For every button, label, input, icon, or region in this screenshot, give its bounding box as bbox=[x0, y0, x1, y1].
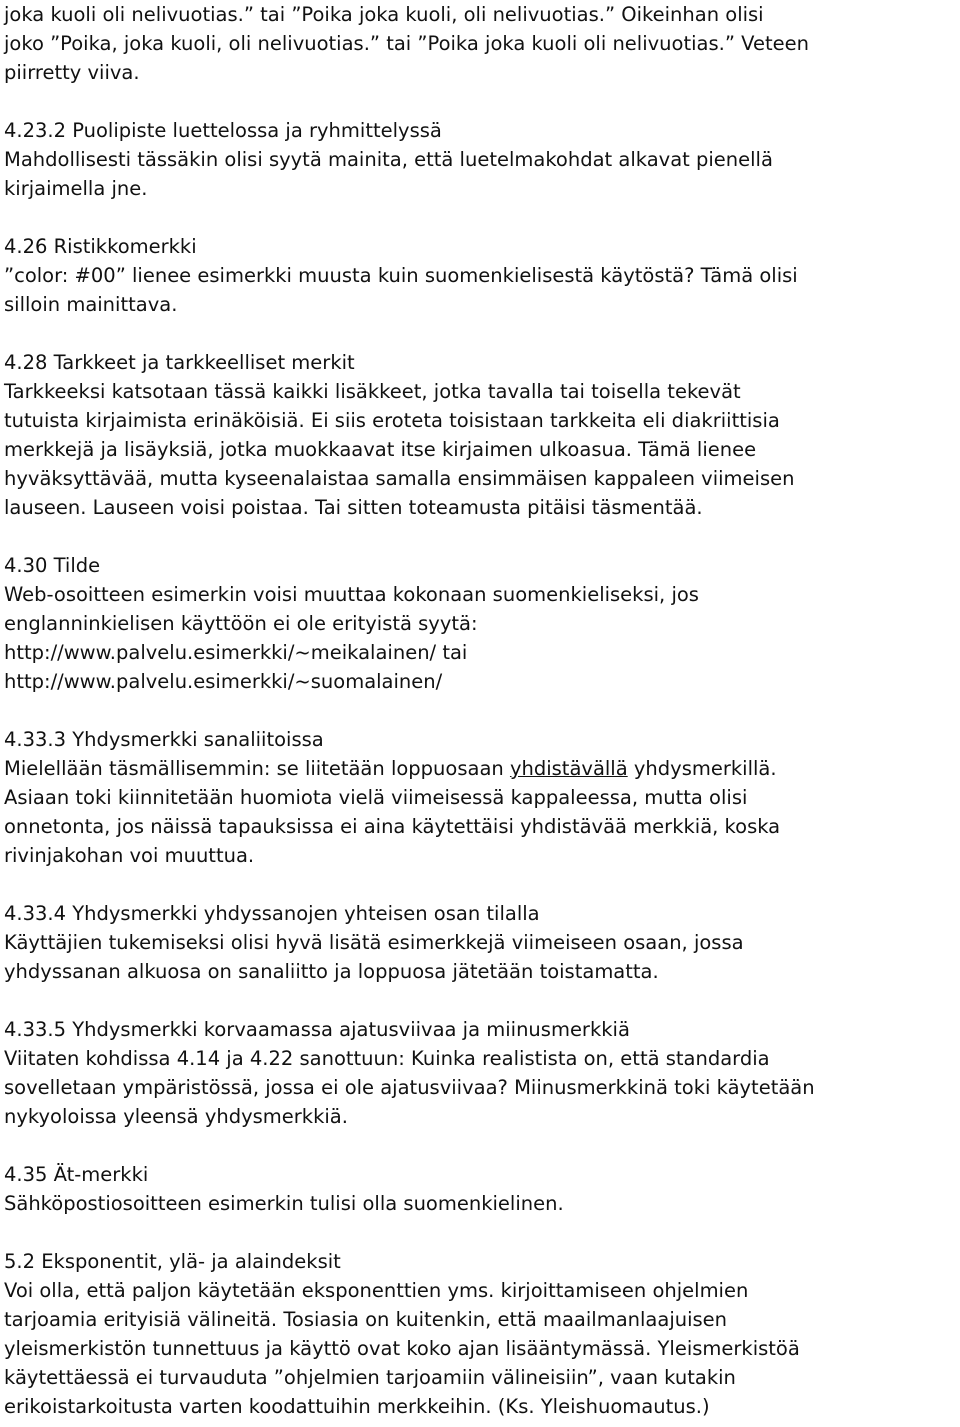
section-4-23-2 bbox=[4, 116, 956, 203]
text-line: ”color: #00” lienee esimerkki muusta kuin suomenkielisestä käytöstä? Tämä olisi bbox=[4, 264, 798, 287]
text-line: Asiaan toki kiinnitetään huomiota vielä viimeisessä kappaleessa, mutta olisi bbox=[4, 786, 748, 809]
text-line: joka kuoli oli nelivuotias.” tai ”Poika joka kuoli, oli nelivuotias.” Oikeinhan olisi bbox=[4, 3, 764, 26]
section-heading: 4.35 Ät-merkki bbox=[4, 1163, 149, 1186]
text-line: yhdyssanan alkuosa on sanaliitto ja loppuosa jätetään toistamatta. bbox=[4, 960, 659, 983]
text-line: joko ”Poika, joka kuoli, oli nelivuotias.” tai ”Poika joka kuoli oli nelivuotias.” Veteen bbox=[4, 32, 809, 55]
paragraph-gap bbox=[4, 203, 956, 232]
section-4-33-3 bbox=[4, 725, 956, 870]
section-4-30 bbox=[4, 551, 956, 696]
paragraph-gap bbox=[4, 870, 956, 899]
section-heading: 4.33.4 Yhdysmerkki yhdyssanojen yhteisen osan tilalla bbox=[4, 902, 540, 925]
document-page bbox=[4, 0, 956, 1421]
text-line: yleismerkistön tunnettuus ja käyttö ovat koko ajan lisääntymässä. Yleismerkistöä bbox=[4, 1337, 800, 1360]
paragraph-gap bbox=[4, 696, 956, 725]
paragraph-gap bbox=[4, 1218, 956, 1247]
text-line: onnetonta, jos näissä tapauksissa ei aina käytettäisi yhdistävää merkkiä, koska bbox=[4, 815, 781, 838]
section-4-33-4 bbox=[4, 899, 956, 986]
text-line: Voi olla, että paljon käytetään eksponenttien yms. kirjoittamiseen ohjelmien bbox=[4, 1279, 749, 1302]
paragraph-gap bbox=[4, 1131, 956, 1160]
text-line: Sähköpostiosoitteen esimerkin tulisi olla suomenkielinen. bbox=[4, 1192, 564, 1215]
section-heading: 4.33.3 Yhdysmerkki sanaliitoissa bbox=[4, 728, 324, 751]
section-4-33-5 bbox=[4, 1015, 956, 1131]
text-line: Tarkkeeksi katsotaan tässä kaikki lisäkkeet, jotka tavalla tai toisella tekevät bbox=[4, 380, 741, 403]
text-line: Käyttäjien tukemiseksi olisi hyvä lisätä esimerkkejä viimeiseen osaan, jossa bbox=[4, 931, 744, 954]
text-line: hyväksyttävää, mutta kyseenalaistaa samalla ensimmäisen kappaleen viimeisen bbox=[4, 467, 795, 490]
text-line: piirretty viiva. bbox=[4, 61, 140, 84]
section-4-35 bbox=[4, 1160, 956, 1218]
section-heading: 4.30 Tilde bbox=[4, 554, 101, 577]
section-5-2 bbox=[4, 1247, 956, 1421]
text-line: Web-osoitteen esimerkin voisi muuttaa kokonaan suomenkieliseksi, jos bbox=[4, 583, 699, 606]
section-heading: 4.33.5 Yhdysmerkki korvaamassa ajatusviivaa ja miinusmerkkiä bbox=[4, 1018, 630, 1041]
text-line: tutuista kirjaimista erinäköisiä. Ei siis eroteta toisistaan tarkkeita eli diakriittisia bbox=[4, 409, 780, 432]
section-4-26 bbox=[4, 232, 956, 319]
section-heading: 4.26 Ristikkomerkki bbox=[4, 235, 197, 258]
paragraph-gap bbox=[4, 522, 956, 551]
paragraph-gap bbox=[4, 986, 956, 1015]
text-line: Mahdollisesti tässäkin olisi syytä mainita, että luetelmakohdat alkavat pienellä bbox=[4, 148, 773, 171]
text-line: http://www.palvelu.esimerkki/~meikalainen/ tai bbox=[4, 641, 468, 664]
section-4-28 bbox=[4, 348, 956, 522]
text-line: nykyoloissa yleensä yhdysmerkkiä. bbox=[4, 1105, 348, 1128]
text-run: yhdysmerkillä. bbox=[627, 757, 777, 780]
text-line: merkkejä ja lisäyksiä, jotka muokkaavat itse kirjaimen ulkoasua. Tämä lienee bbox=[4, 438, 757, 461]
section-heading: 4.23.2 Puolipiste luettelossa ja ryhmittelyssä bbox=[4, 119, 442, 142]
text-line: lauseen. Lauseen voisi poistaa. Tai sitten toteamusta pitäisi täsmentää. bbox=[4, 496, 703, 519]
text-line: käytettäessä ei turvauduta ”ohjelmien tarjoamiin välineisiin”, vaan kutakin bbox=[4, 1366, 736, 1389]
text-line: rivinjakohan voi muuttua. bbox=[4, 844, 255, 867]
text-line: tarjoamia erityisiä välineitä. Tosiasia on kuitenkin, että maailmanlaajuisen bbox=[4, 1308, 728, 1331]
text-line: sovelletaan ympäristössä, jossa ei ole ajatusviivaa? Miinusmerkkinä toki käytetään bbox=[4, 1076, 815, 1099]
underlined-word: yhdistävällä bbox=[509, 757, 628, 780]
intro-paragraph bbox=[4, 0, 956, 87]
section-heading: 4.28 Tarkkeet ja tarkkeelliset merkit bbox=[4, 351, 355, 374]
text-line bbox=[4, 754, 956, 783]
text-line: erikoistarkoitusta varten koodattuihin merkkeihin. (Ks. Yleishuomautus.) bbox=[4, 1395, 710, 1418]
text-line: Viitaten kohdissa 4.14 ja 4.22 sanottuun: Kuinka realistista on, että standardia bbox=[4, 1047, 770, 1070]
text-line: kirjaimella jne. bbox=[4, 177, 148, 200]
paragraph-gap bbox=[4, 87, 956, 116]
text-run: Mielellään täsmällisemmin: se liitetään loppuosaan bbox=[4, 757, 510, 780]
paragraph-gap bbox=[4, 319, 956, 348]
text-line: silloin mainittava. bbox=[4, 293, 178, 316]
text-line: englanninkielisen käyttöön ei ole erityistä syytä: bbox=[4, 612, 478, 635]
section-heading: 5.2 Eksponentit, ylä- ja alaindeksit bbox=[4, 1250, 341, 1273]
text-line: http://www.palvelu.esimerkki/~suomalainen/ bbox=[4, 670, 443, 693]
